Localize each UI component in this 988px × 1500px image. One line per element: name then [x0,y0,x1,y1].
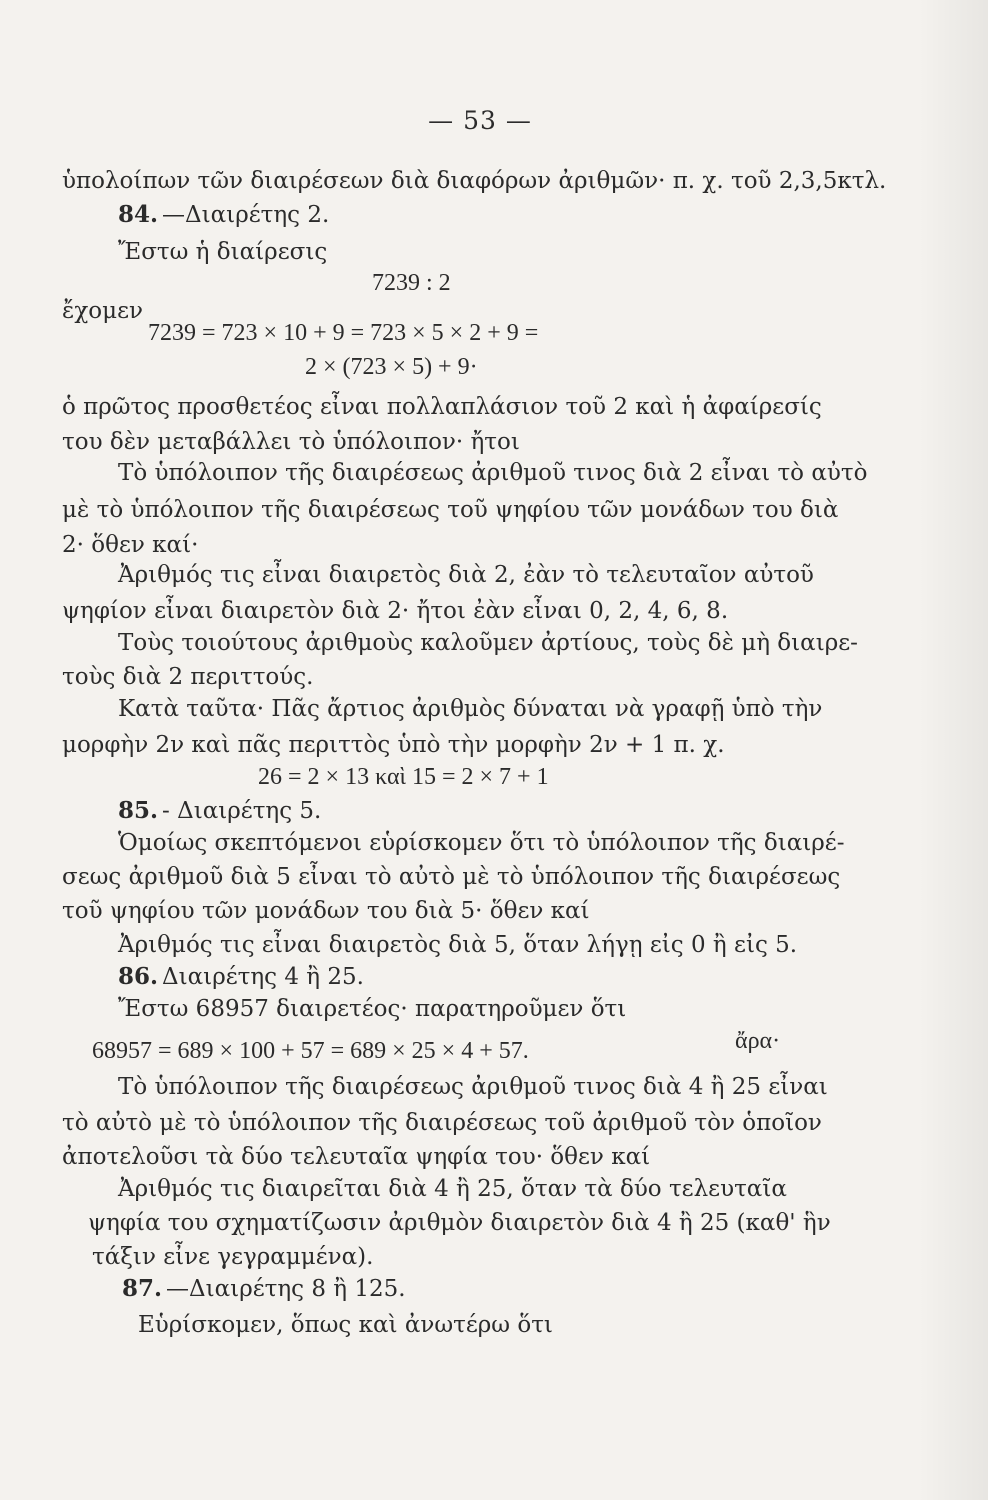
text-line: Ἔστω 68957 διαιρετέος· παρατηροῦμεν ὅτι [118,996,627,1022]
text-line: Εὑρίσκομεν, ὅπως καὶ ἀνωτέρω ὅτι [138,1312,553,1338]
section-heading: 86. Διαιρέτης 4 ἢ 25. [118,963,364,990]
text-line: Ἔστω ἡ διαίρεσις [118,239,328,265]
section-number: 87. [122,1275,163,1302]
text-line: Τὸ ὑπόλοιπον τῆς διαιρέσεως ἀριθμοῦ τινος διὰ 4 ἢ 25 εἶναι [118,1074,828,1100]
text-line: τοὺς διὰ 2 περιττούς. [62,664,314,690]
text-line: τάξιν εἶνε γεγραμμένα). [92,1244,374,1270]
text-line: ἀποτελοῦσι τὰ δύο τελευταῖα ψηφία του· ὅθεν καί [62,1144,651,1170]
section-heading: 85. - Διαιρέτης 5. [118,797,322,824]
text-line: ἔχομεν [62,298,143,324]
text-line: μορφὴν 2ν καὶ πᾶς περιττὸς ὑπὸ τὴν μορφὴν 2ν + 1 π. χ. [62,732,725,758]
equation: ἄρα· [735,1028,781,1054]
page-fold-shadow [918,0,988,1500]
text-line: 2· ὅθεν καί· [62,532,199,558]
equation: 7239 : 2 [372,270,451,296]
text-line: μὲ τὸ ὑπόλοιπον τῆς διαιρέσεως τοῦ ψηφίου τῶν μονάδων του διὰ [62,497,839,523]
equation: 68957 = 689 × 100 + 57 = 689 × 25 × 4 + 57. [92,1038,529,1064]
text-line: Κατὰ ταῦτα· Πᾶς ἄρτιος ἀριθμὸς δύναται νὰ γραφῇ ὑπὸ τὴν [118,696,823,722]
text-line: τὸ αὐτὸ μὲ τὸ ὑπόλοιπον τῆς διαιρέσεως τοῦ ἀριθμοῦ τὸν ὁποῖον [62,1110,822,1136]
text-line: ψηφία του σχηματίζωσιν ἀριθμὸν διαιρετὸν διὰ 4 ἢ 25 (καθ' ἣν [88,1210,831,1236]
section-number: 86. [118,963,159,990]
section-number: 85. [118,797,159,824]
equation: 2 × (723 × 5) + 9· [305,354,478,380]
text-line: Τοὺς τοιούτους ἀριθμοὺς καλοῦμεν ἀρτίους, τοὺς δὲ μὴ διαιρε- [118,630,858,656]
equation: 7239 = 723 × 10 + 9 = 723 × 5 × 2 + 9 = [148,320,539,346]
section-heading: 84. —Διαιρέτης 2. [118,201,330,228]
text-line: ὁ πρῶτος προσθετέος εἶναι πολλαπλάσιον τοῦ 2 καὶ ἡ ἀφαίρεσίς [62,394,822,420]
section-heading: 87. —Διαιρέτης 8 ἢ 125. [122,1275,406,1302]
text-line: ψηφίον εἶναι διαιρετὸν διὰ 2· ἤτοι ἐὰν εἶναι 0, 2, 4, 6, 8. [62,598,729,624]
text-line: σεως ἀριθμοῦ διὰ 5 εἶναι τὸ αὐτὸ μὲ τὸ ὑπόλοιπον τῆς διαιρέσεως [62,864,841,890]
section-number: 84. [118,201,159,228]
text-line: ὑπολοίπων τῶν διαιρέσεων διὰ διαφόρων ἀριθμῶν· π. χ. τοῦ 2,3,5κτλ. [62,168,887,194]
text-line: τοῦ ψηφίου τῶν μονάδων του διὰ 5· ὅθεν καί [62,898,590,924]
text-line: Ἀριθμός τις διαιρεῖται διὰ 4 ἢ 25, ὅταν τὰ δύο τελευταῖα [118,1176,787,1202]
text-line: του δὲν μεταβάλλει τὸ ὑπόλοιπον· ἤτοι [62,429,520,455]
text-line: Τὸ ὑπόλοιπον τῆς διαιρέσεως ἀριθμοῦ τινος διὰ 2 εἶναι τὸ αὐτὸ [118,460,868,486]
equation: 26 = 2 × 13 καὶ 15 = 2 × 7 + 1 [258,764,549,790]
text-line: Ἀριθμός τις εἶναι διαιρετὸς διὰ 5, ὅταν λήγῃ εἰς 0 ἢ εἰς 5. [118,932,798,958]
text-line: Ὁμοίως σκεπτόμενοι εὑρίσκομεν ὅτι τὸ ὑπόλοιπον τῆς διαιρέ- [118,830,845,856]
text-line: Ἀριθμός τις εἶναι διαιρετὸς διὰ 2, ἐὰν τὸ τελευταῖον αὐτοῦ [118,562,814,588]
page-number: — 53 — [428,106,532,135]
